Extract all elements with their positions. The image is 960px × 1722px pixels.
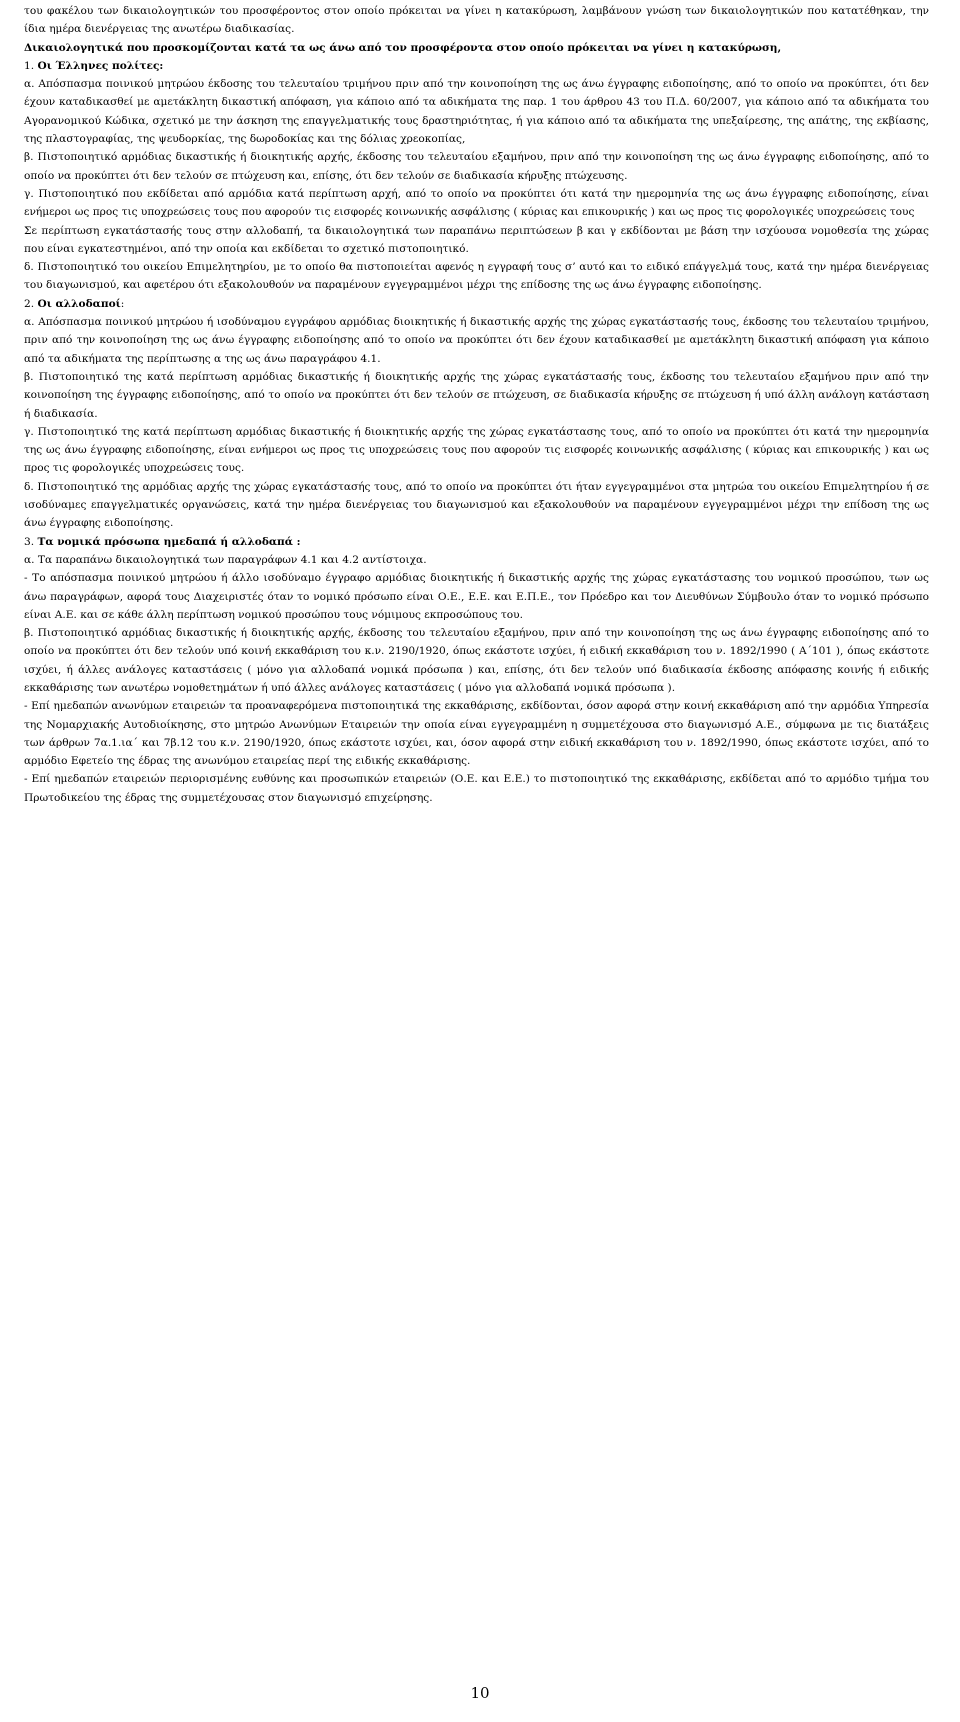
paragraph-3b-epe: - Επί ημεδαπών εταιρειών περιορισμένης ευθύνης και προσωπικών εταιρειών (Ο.Ε. και Ε.Ε.) το πιστοποιητικό της εκκαθάρισης, εκδίδεται από το αρμόδιο τμήμα του Πρωτοδικείου της έδρας της συμμετέχουσας στον διαγωνισμό επιχείρησης.	[24, 773, 929, 804]
paragraph-intro-continuation: του φακέλου των δικαιολογητικών του προσφέροντος στον οποίο πρόκειται να γίνει η κατακύρωση, λαμβάνουν γνώση των δικαιολογητικών που κατατέθηκαν, την ίδια ημέρα διενέργειας της ανωτέρω διαδικασίας.	[24, 5, 929, 36]
heading-label: Οι Έλληνες πολίτες:	[37, 59, 164, 72]
heading-label: Οι αλλοδαποί	[37, 297, 121, 310]
paragraph-1b: β. Πιστοποιητικό αρμόδιας δικαστικής ή διοικητικής αρχής, έκδοσης του τελευταίου εξαμήνου, πριν από την κοινοποίηση της ως άνω έγγραφης ειδοποίησης, από το οποίο να προκύπτει ότι δεν τελούν σε πτώχευση και, επίσης, ότι δεν τελούν σε διαδικασία κήρυξης πτώχευσης.	[24, 151, 929, 182]
paragraph-1c: γ. Πιστοποιητικό που εκδίδεται από αρμόδια κατά περίπτωση αρχή, από το οποίο να προκύπτει ότι κατά την ημερομηνία της ως άνω έγγραφης ειδοποίησης, είναι ενήμεροι ως προς τις υποχρεώσεις τους που αφορούν τις εισφορές κοινωνικής ασφάλισης ( κύριας και επικουρικής ) και ως προς τις φορολογικές υποχρεώσεις τους	[24, 187, 929, 219]
heading-number: 3.	[24, 535, 35, 548]
heading-number: 2.	[24, 297, 35, 310]
paragraph-1-abroad: Σε περίπτωση εγκατάστασής τους στην αλλοδαπή, τα δικαιολογητικά των παραπάνω περιπτώσεων β και γ εκδίδονται με βάση την ισχύουσα νομοθεσία της χώρας που είναι εγκατεστημένοι, από την οποία και εκδίδεται το σχετικό πιστοποιητικό.	[24, 224, 929, 255]
paragraph-1a: α. Απόσπασμα ποινικού μητρώου έκδοσης του τελευταίου τριμήνου πριν από την κοινοποίηση της ως άνω έγγραφης ειδοποίησης, από το οποίο να προκύπτει, ότι δεν έχουν καταδικασθεί με αμετάκλητη δικαστική απόφαση, για κάποιο από τα αδικήματα της παρ. 1 του άρθρου 43 του Π.Δ. 60/2007, για κάποιο από τα αδικήματα του Αγορανομικού Κώδικα, σχετικό με την άσκηση της επαγγελματικής τους δραστηριότητας, ή για κάποιο από τα αδικήματα της υπεξαίρεσης, της απάτης, της εκβίασης, της πλαστογραφίας, της ψευδορκίας, της δωροδοκίας και της δόλιας χρεοκοπίας,	[24, 78, 929, 146]
heading-label: Τα νομικά πρόσωπα ημεδαπά ή αλλοδαπά :	[37, 535, 301, 548]
paragraph-3a-criminal-record: - Το απόσπασμα ποινικού μητρώου ή άλλο ισοδύναμο έγγραφο αρμόδιας διοικητικής ή δικαστικής αρχής της χώρας εγκατάστασης του νομικού προσώπου, των ως άνω παραγράφων, αφορά τους Διαχειριστές όταν το νομικό πρόσωπο είναι Ο.Ε., Ε.Ε. και Ε.Π.Ε., τον Πρόεδρο και τον Διευθύνων Σύμβουλο όταν το νομικό πρόσωπο είναι Α.Ε. και σε κάθε άλλη περίπτωση νομικού προσώπου τους νόμιμους εκπροσώπους του.	[24, 572, 929, 621]
heading-legal-entities	[24, 533, 929, 551]
paragraph-1d: δ. Πιστοποιητικό του οικείου Επιμελητηρίου, με το οποίο θα πιστοποιείται αφενός η εγγραφή τους σ’ αυτό και το ειδικό επάγγελμά τους, κατά την ημέρα διενέργειας του διαγωνισμού, και αφετέρου ότι εξακολουθούν να παραμένουν εγγεγραμμένοι μέχρι της επίδοσης της ως άνω έγγραφης ειδοποίησης.	[24, 261, 929, 292]
paragraph-3a: α. Τα παραπάνω δικαιολογητικά των παραγράφων 4.1 και 4.2 αντίστοιχα.	[24, 553, 427, 566]
paragraph-2c: γ. Πιστοποιητικό της κατά περίπτωση αρμόδιας δικαστικής ή διοικητικής αρχής της χώρας εγκατάστασης τους, από το οποίο να προκύπτει ότι κατά την ημερομηνία της ως άνω έγγραφης ειδοποίησης, είναι ενήμεροι ως προς τις υποχρεώσεις τους που αφορούν τις εισφορές κοινωνικής ασφάλισης ( κύριας και επικουρικής ) και ως προς τις φορολογικές υποχρεώσεις τους.	[24, 425, 929, 475]
paragraph-2a: α. Απόσπασμα ποινικού μητρώου ή ισοδύναμου εγγράφου αρμόδιας διοικητικής ή δικαστικής αρχής της χώρας εγκατάστασής τους, έκδοσης του τελευταίου τριμήνου, πριν από την κοινοποίηση της ως άνω έγγραφης ειδοποίησης από το οποίο να προκύπτει ότι δεν έχουν καταδικασθεί με αμετάκλητη δικαστική απόφαση για κάποιο από τα αδικήματα της περίπτωσης α της ως άνω παραγράφου 4.1.	[24, 316, 929, 365]
heading-number: 1.	[24, 59, 35, 72]
paragraph-3b-ae: - Επί ημεδαπών ανωνύμων εταιρειών τα προαναφερόμενα πιστοποιητικά της εκκαθάρισης, εκδίδονται, όσον αφορά στην κοινή εκκαθάριση από την αρμόδια Υπηρεσία της Νομαρχιακής Αυτοδιοίκησης, στο μητρώο Ανωνύμων Εταιρειών την οποία είναι εγγεγραμμένη η συμμετέχουσα στο διαγωνισμό Α.Ε., σύμφωνα με τις διατάξεις των άρθρων 7α.1.ια΄ και 7β.12 του κ.ν. 2190/1920, όπως εκάστοτε ισχύει, και, όσον αφορά στην ειδική εκκαθάριση του ν. 1892/1990, όπως εκάστοτε ισχύει, από το αρμόδιο Εφετείο της έδρας της ανωνύμου εταιρείας περί της ειδικής εκκαθάρισης.	[24, 700, 929, 768]
paragraph-2d: δ. Πιστοποιητικό της αρμόδιας αρχής της χώρας εγκατάστασής τους, από το οποίο να προκύπτει ότι ήταν εγγεγραμμένοι στα μητρώα του οικείου Επιμελητηρίου ή σε ισοδύναμες επαγγελματικές οργανώσεις, κατά την ημέρα διενέργειας του διαγωνισμού και εξακολουθούν να παραμένουν εγγεγραμμένοι μέχρι την επίδοση της ως άνω έγγραφης ειδοποίησης.	[24, 480, 929, 530]
heading-rest: :	[120, 297, 125, 310]
paragraph-2b: β. Πιστοποιητικό της κατά περίπτωση αρμόδιας δικαστικής ή διοικητικής αρχής της χώρας εγκατάστασής τους, έκδοσης του τελευταίου εξαμήνου πριν από την κοινοποίηση της έγγραφης ειδοποίησης, από το οποίο να προκύπτει ότι δεν τελούν σε πτώχευση, σε διαδικασία κήρυξης σε πτώχευση ή υπό άλλη ανάλογη κατάσταση ή διαδικασία.	[24, 370, 929, 420]
paragraph-documents-heading: Δικαιολογητικά που προσκομίζονται κατά τα ως άνω από τον προσφέροντα στον οποίο πρόκειται να γίνει η κατακύρωση,	[24, 41, 782, 54]
heading-foreigners	[24, 295, 929, 313]
paragraph-3b: β. Πιστοποιητικό αρμόδιας δικαστικής ή διοικητικής αρχής, έκδοσης του τελευταίου εξαμήνου, πριν από την κοινοποίηση της ως άνω έγγραφης ειδοποίησης από το οποίο να προκύπτει ότι δεν τελούν υπό κοινή εκκαθάριση του κ.ν. 2190/1920, όπως εκάστοτε ισχύει, ή ειδική εκκαθάριση του ν. 1892/1990 ( Α΄101 ), όπως εκάστοτε ισχύει, ή άλλες ανάλογες καταστάσεις ( μόνο για αλλοδαπά νομικά πρόσωπα ) και, επίσης, ότι δεν τελούν υπό διαδικασία έκδοσης απόφασης κοινής ή ειδικής εκκαθάρισης των ανωτέρω νομοθετημάτων ή υπό άλλες ανάλογες καταστάσεις ( μόνο για αλλοδαπά νομικά πρόσωπα ).	[24, 627, 929, 694]
heading-greek-citizens	[24, 57, 929, 75]
page-number: 10	[470, 1684, 490, 1702]
